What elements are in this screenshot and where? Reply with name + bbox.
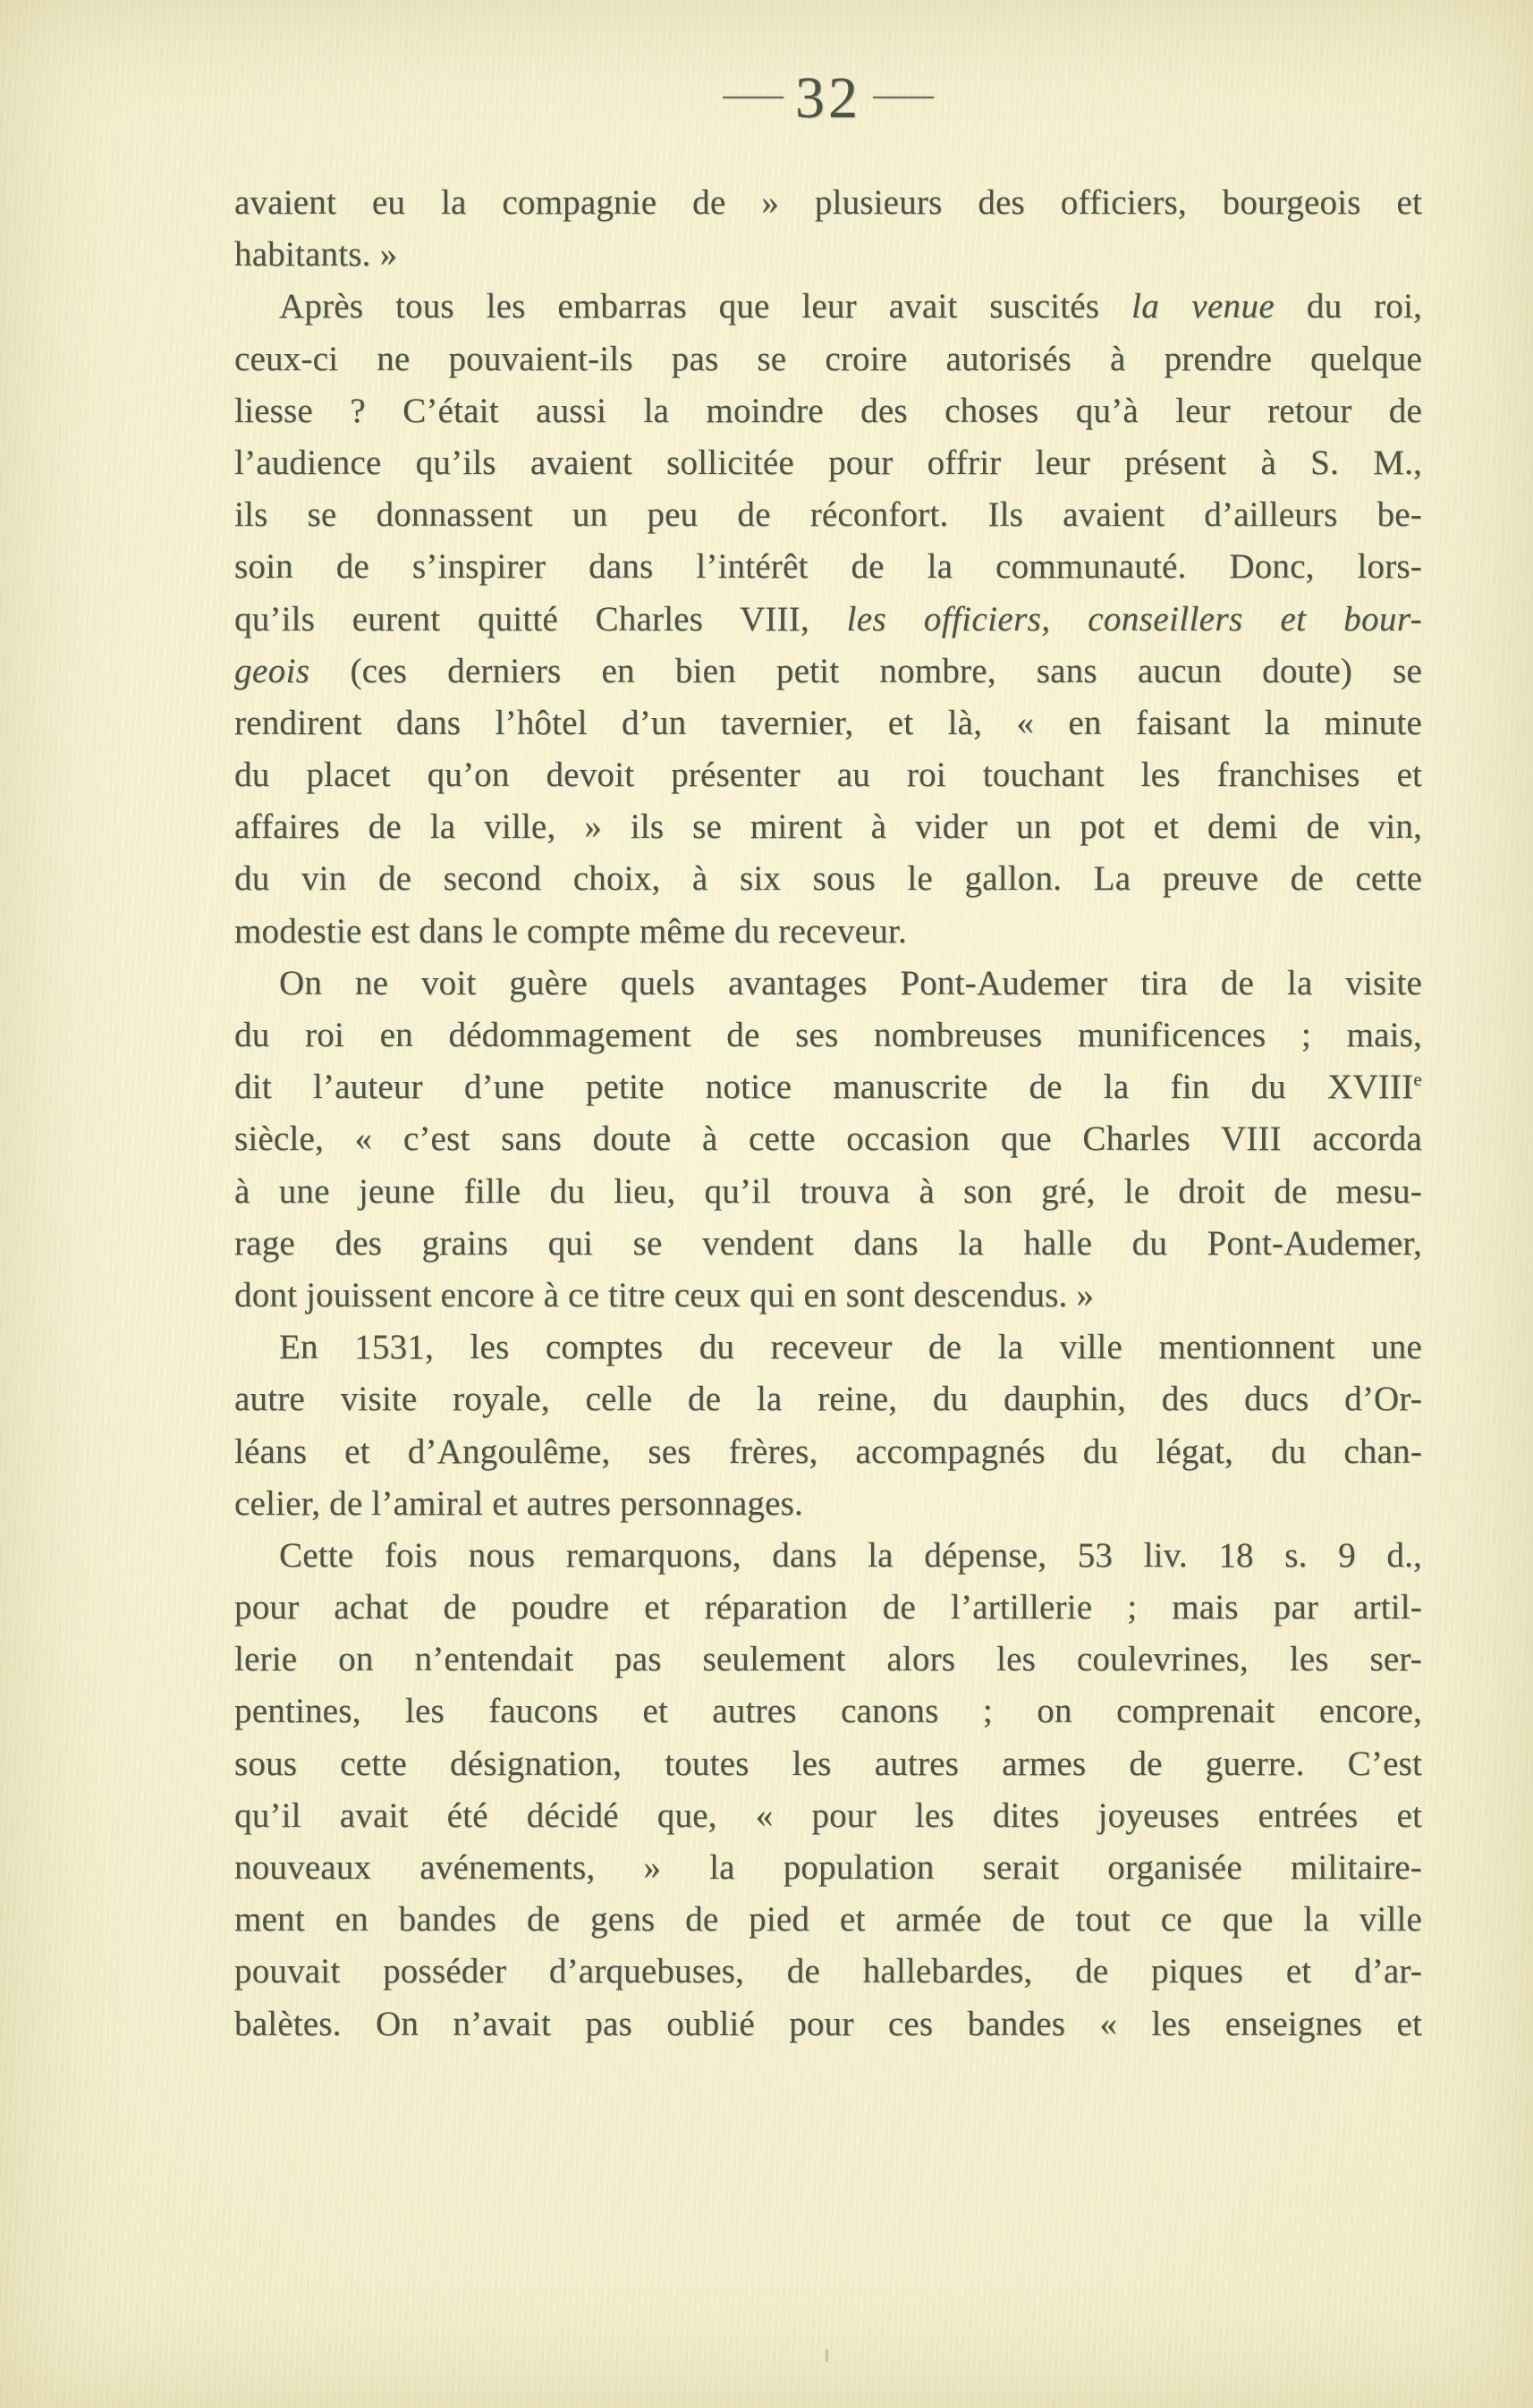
text-line: léans et d’Angoulême, ses frères, accompagnés du légat, du chan- <box>234 1432 1422 1471</box>
header-right-rule: — <box>873 74 934 115</box>
text-line: avaient eu la compagnie de » plusieurs des officiers, bourgeois et <box>234 183 1422 222</box>
text-line: liesse ? C’était aussi la moindre des choses qu’à leur retour de <box>234 391 1422 430</box>
text-line: dont jouissent encore à ce titre ceux qui en sont descendus. » <box>234 1275 1095 1314</box>
text-line: pentines, les faucons et autres canons ; on comprenait encore, <box>234 1692 1422 1731</box>
body-text <box>234 177 1422 2050</box>
header-left-rule: — <box>723 74 783 115</box>
text-line: qu’il avait été décidé que, « pour les dites joyeuses entrées et <box>234 1795 1422 1835</box>
text-line: affaires de la ville, » ils se mirent à vider un pot et demi de vin, <box>234 807 1422 847</box>
italic-text: les officiers, conseillers et bour- <box>846 599 1422 638</box>
text-line: dit l’auteur d’une petite notice manuscrite de la fin du XVIIIe <box>234 1068 1422 1107</box>
text-line: habitants. » <box>234 235 398 275</box>
text-line: pour achat de poudre et réparation de l’artillerie ; mais par artil- <box>234 1588 1422 1627</box>
text-line: nouveaux avénements, » la population serait organisée militaire- <box>234 1848 1422 1887</box>
text-line: ceux-ci ne pouvaient-ils pas se croire autorisés à prendre quelque <box>234 339 1422 378</box>
text-line: qu’ils eurent quitté Charles VIII, les officiers, conseillers et bour- <box>234 599 1422 638</box>
text-line: soin de s’inspirer dans l’intérêt de la communauté. Donc, lors- <box>234 547 1422 587</box>
text-line: du roi en dédommagement de ses nombreuses munificences ; mais, <box>234 1016 1422 1054</box>
text-line: ment en bandes de gens de pied et armée de tout ce que la ville <box>234 1900 1422 1939</box>
text-line: à une jeune fille du lieu, qu’il trouva à son gré, le droit de mesu- <box>234 1171 1422 1211</box>
text-line: siècle, « c’est sans doute à cette occasion que Charles VIII accorda <box>234 1120 1422 1159</box>
text-line: lerie on n’entendait pas seulement alors les coulevrines, les ser- <box>234 1640 1422 1679</box>
text-line: On ne voit guère quels avantages Pont-Audemer tira de la visite <box>279 963 1422 1002</box>
text-line: balètes. On n’avait pas oublié pour ces bandes « les enseignes et <box>234 2004 1422 2043</box>
page-number: 32 <box>795 65 861 131</box>
text-line: pouvait posséder d’arquebuses, de hallebardes, de piques et d’ar- <box>234 1952 1422 1991</box>
text-line: rage des grains qui se vendent dans la halle du Pont-Audemer, <box>234 1223 1422 1263</box>
text-line: modestie est dans le compte même du receveur. <box>234 911 907 951</box>
superscript-text: e <box>1413 1069 1422 1091</box>
text-line: autre visite royale, celle de la reine, du dauphin, des ducs d’Or- <box>234 1380 1422 1419</box>
text-line: En 1531, les comptes du receveur de la ville mentionnent une <box>279 1328 1422 1367</box>
text-line: celier, de l’amiral et autres personnages. <box>234 1483 803 1523</box>
text-line: geois (ces derniers en bien petit nombre, sans aucun doute) se <box>234 651 1422 690</box>
text-line: sous cette désignation, toutes les autres armes de guerre. C’est <box>234 1744 1422 1783</box>
italic-text: la venue <box>1131 287 1275 326</box>
page-header <box>234 64 1422 145</box>
text-line: du vin de second choix, à six sous le gallon. La preuve de cette <box>234 859 1422 899</box>
text-line: du placet qu’on devoit présenter au roi touchant les franchises et <box>234 756 1422 795</box>
text-line: Cette fois nous remarquons, dans la dépense, 53 liv. 18 s. 9 d., <box>279 1535 1422 1575</box>
text-line: Après tous les embarras que leur avait suscités la venue du roi, <box>279 287 1422 326</box>
scan-artifact-mark <box>826 2349 828 2362</box>
text-line: ils se donnassent un peu de réconfort. Ils avaient d’ailleurs be- <box>234 495 1422 535</box>
text-line: rendirent dans l’hôtel d’un tavernier, et là, « en faisant la minute <box>234 703 1422 742</box>
italic-text: geois <box>234 651 310 690</box>
text-line: l’audience qu’ils avaient sollicitée pour offrir leur présent à S. M., <box>234 443 1422 482</box>
